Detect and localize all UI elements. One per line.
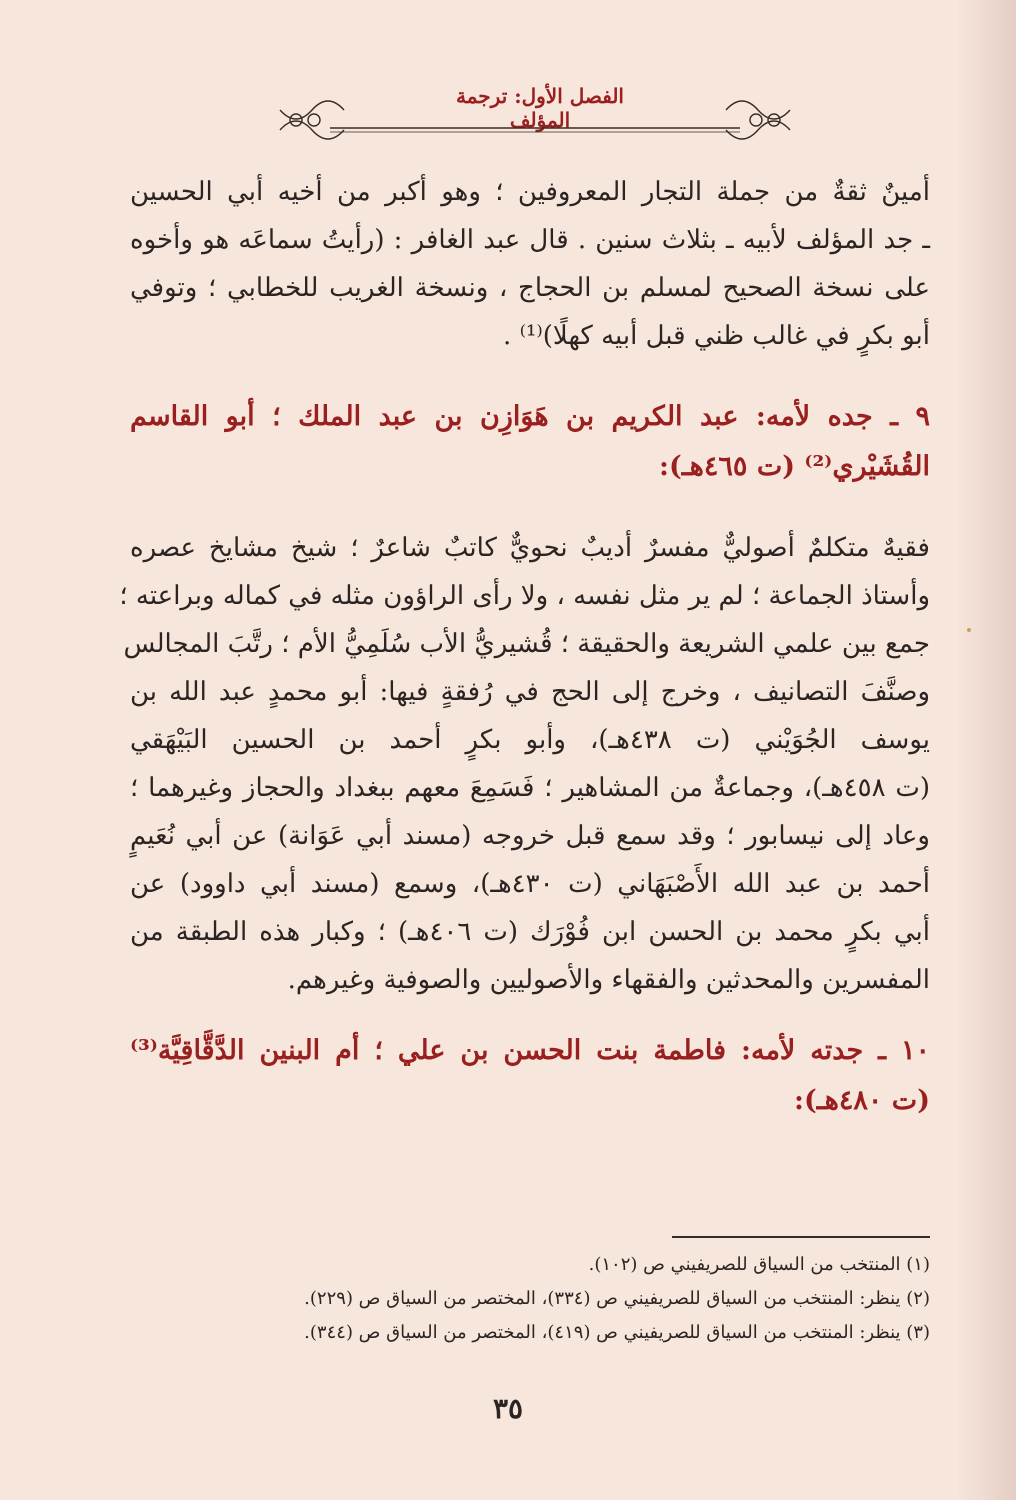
heading-line: ١٠ ـ جدته لأمه: فاطمة بنت الحسن بن علي ؛ أم البنين الدَّقَّاقِيَّة⁽³⁾ [130,1035,930,1066]
text-line: جمع بين علمي الشريعة والحقيقة ؛ قُشيريُّ الأب سُلَمِيُّ الأم ؛ رتَّبَ المجالس [123,629,930,659]
page-number: ٣٥ [492,1392,524,1425]
footnote-2: (٢) ينظر: المنتخب من السياق للصريفيني ص (٣٣٤)، المختصر من السياق ص (٢٢٩). [304,1288,930,1309]
chapter-title: الفصل الأول: ترجمة المؤلف [456,84,624,132]
text-line: وعاد إلى نيسابور ؛ وقد سمع قبل خروجه (مسند أبي عَوَانة) عن أبي نُعَيمٍ [130,821,930,851]
section-heading-9 [130,392,930,492]
text-line: على نسخة الصحيح لمسلم بن الحجاج ، ونسخة الغريب للخطابي ؛ وتوفي [130,273,930,303]
footnote-3: (٣) ينظر: المنتخب من السياق للصريفيني ص (٤١٩)، المختصر من السياق ص (٣٤٤). [304,1322,930,1343]
text-line: أبو بكرٍ في غالب ظني قبل أبيه كهلًا)⁽¹⁾ . [503,321,930,351]
text-line: يوسف الجُوَيْني (ت ٤٣٨هـ)، وأبو بكرٍ أحمد بن الحسين البَيْهَقي [130,725,930,755]
paper-speck [967,628,971,632]
heading-line: القُشَيْري⁽²⁾ (ت ٤٦٥هـ): [659,451,930,482]
text-line: أمينٌ ثقةٌ من جملة التجار المعروفين ؛ وهو أكبر من أخيه أبي الحسين [130,177,930,207]
text-line: ـ جد المؤلف لأبيه ـ بثلاث سنين . قال عبد الغافر : (رأيتُ سماعَه هو وأخوه [130,225,930,255]
page-edge-shadow [956,0,1016,1500]
text-line: (ت ٤٥٨هـ)، وجماعةٌ من المشاهير ؛ فَسَمِعَ معهم ببغداد والحجاز وغيرهما ؛ [130,773,930,803]
text-line: فقيهٌ متكلمٌ أصوليٌّ مفسرٌ أديبٌ نحويٌّ كاتبٌ شاعرٌ ؛ شيخ مشايخ عصره [130,533,930,563]
heading-line: ٩ ـ جده لأمه: عبد الكريم بن هَوَازِن بن عبد الملك ؛ أبو القاسم [130,401,930,432]
running-header [130,82,930,142]
paragraph-qushayri [119,524,930,1004]
footnotes [130,1248,930,1350]
section-heading-10 [130,1026,930,1126]
heading-line: (ت ٤٨٠هـ): [794,1085,930,1116]
paragraph-continuation [130,168,930,360]
text-line: أحمد بن عبد الله الأَصْبَهَاني (ت ٤٣٠هـ)، وسمع (مسند أبي داوود) عن [130,869,930,899]
text-line: المفسرين والمحدثين والفقهاء والأصوليين والصوفية وغيرهم. [287,965,930,995]
header-ornament-icon [130,98,930,142]
main-text [119,168,930,1126]
text-line: أبي بكرٍ محمد بن الحسن ابن فُوْرَك (ت ٤٠٦هـ) ؛ وكبار هذه الطبقة من [130,917,930,947]
text-line: وصنَّفَ التصانيف ، وخرج إلى الحج في رُفقةٍ فيها: أبو محمدٍ عبد الله بن [130,677,930,707]
footnote-1: (١) المنتخب من السياق للصريفيني ص (١٠٢). [588,1254,930,1275]
footnote-separator [672,1236,930,1238]
text-line: وأستاذ الجماعة ؛ لم ير مثل نفسه ، ولا رأى الراؤون مثله في كماله وبراعته ؛ [119,581,930,611]
